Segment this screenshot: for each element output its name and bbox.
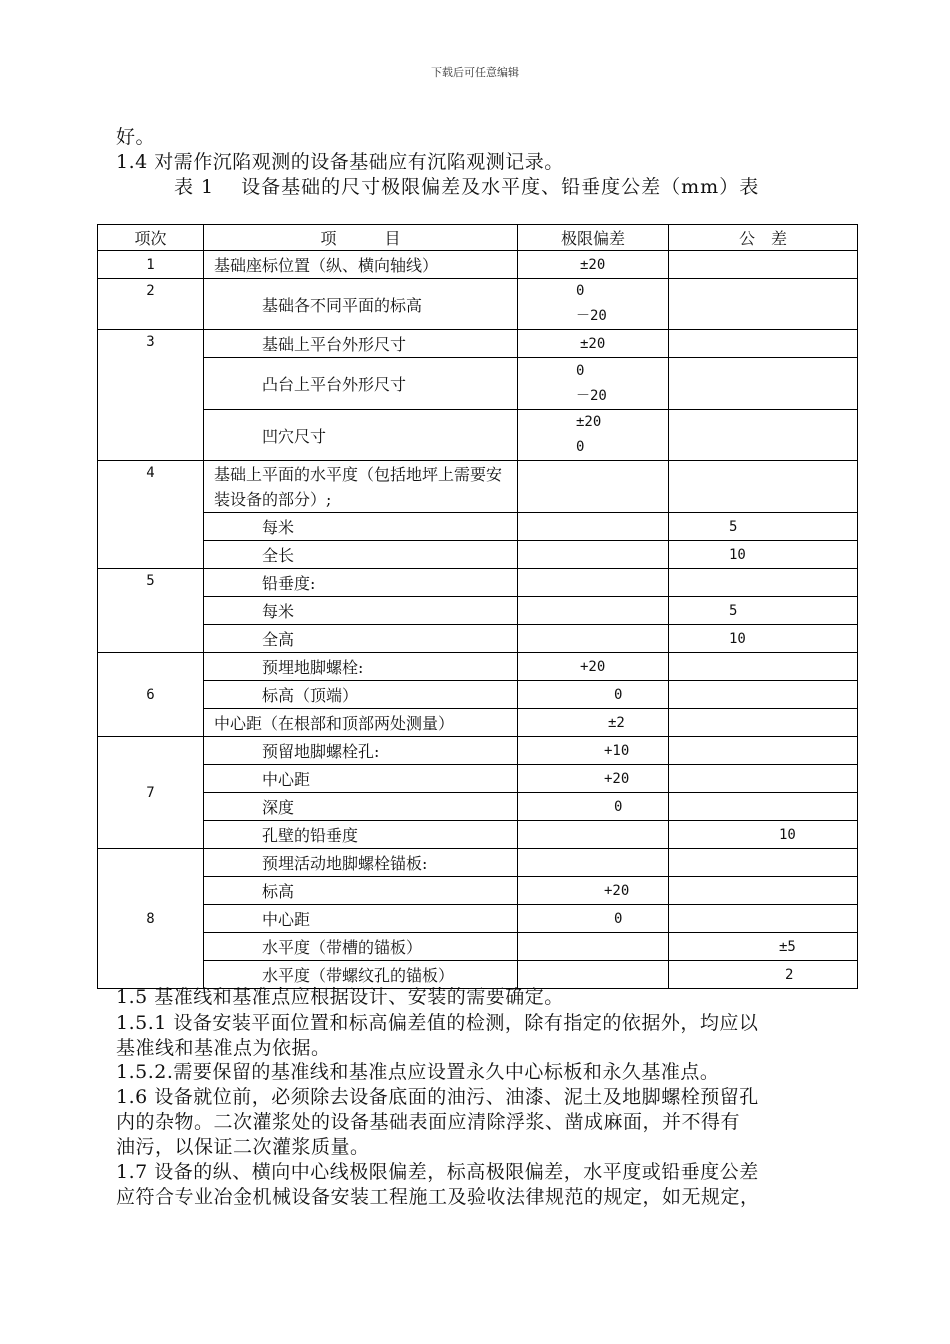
body-line: 1.6 设备就位前，必须除去设备底面的油污、油漆、泥土及地脚螺栓预留孔 [116,1086,759,1108]
table-row [98,569,858,597]
row-deviation [518,513,669,541]
row-deviation: 0 [518,905,669,933]
row-tolerance [669,905,858,933]
row-item: 基础上平面的水平度（包括地坪上需要安装设备的部分）; [204,461,518,513]
body-line: 内的杂物。二次灌浆处的设备基础表面应清除浮浆、凿成麻面，并不得有 [116,1111,741,1133]
row-item: 标高（顶端） [204,681,518,709]
row-deviation: ±2 [518,709,669,737]
row-item: 凹穴尺寸 [204,410,518,461]
deviation-lower: －20 [576,308,607,324]
row-tolerance [669,461,858,513]
row-item: 预埋地脚螺栓: [204,653,518,681]
header-tolerance: 公 差 [669,225,858,251]
table-row [98,358,858,410]
table-row [98,793,858,821]
table-row [98,330,858,358]
row-item: 水平度（带螺纹孔的锚板） [204,961,518,989]
table-row [98,821,858,849]
row-no: 4 [98,461,204,569]
table-row [98,933,858,961]
row-tolerance [669,793,858,821]
row-item: 全高 [204,625,518,653]
row-deviation [518,849,669,877]
row-deviation [518,625,669,653]
row-item: 孔壁的铅垂度 [204,821,518,849]
body-line: 油污，以保证二次灌浆质量。 [116,1136,370,1158]
body-line: 基准线和基准点为依据。 [116,1037,331,1059]
row-tolerance [669,877,858,905]
row-item: 水平度（带槽的锚板） [204,933,518,961]
row-tolerance [669,330,858,358]
body-line: 1.7 设备的纵、横向中心线极限偏差，标高极限偏差，水平度或铅垂度公差 [116,1161,759,1183]
row-item: 凸台上平台外形尺寸 [204,358,518,410]
header-no: 项次 [98,225,204,251]
table-row [98,849,858,877]
row-deviation: +20 [518,653,669,681]
table-row [98,410,858,461]
table-row [98,251,858,279]
table-row [98,461,858,513]
row-deviation: 0 [518,793,669,821]
row-deviation [518,569,669,597]
table-row [98,765,858,793]
row-deviation: +20 [518,765,669,793]
row-tolerance [669,849,858,877]
row-item: 基础各不同平面的标高 [204,279,518,330]
row-deviation: 0 [518,681,669,709]
row-item: 每米 [204,513,518,541]
row-tolerance: 5 [669,597,858,625]
table-row [98,513,858,541]
table-row [98,905,858,933]
row-item: 中心距（在根部和顶部两处测量） [204,709,518,737]
row-no: 2 [98,279,204,330]
row-deviation [518,279,669,330]
tolerance-table [97,224,858,989]
row-deviation [518,358,669,410]
table-row [98,681,858,709]
row-tolerance [669,358,858,410]
row-tolerance [669,709,858,737]
row-item: 标高 [204,877,518,905]
row-tolerance [669,681,858,709]
row-item: 每米 [204,597,518,625]
row-deviation [518,961,669,989]
table-row [98,737,858,765]
row-item: 深度 [204,793,518,821]
row-tolerance: 10 [669,541,858,569]
row-tolerance: 10 [669,821,858,849]
row-item: 预留地脚螺栓孔: [204,737,518,765]
body-line: 1.5.2.需要保留的基准线和基准点应设置永久中心标板和永久基准点。 [116,1061,720,1083]
row-no: 5 [98,569,204,653]
row-no: 7 [98,737,204,849]
table-row [98,653,858,681]
row-item: 基础座标位置（纵、横向轴线） [204,251,518,279]
row-tolerance [669,737,858,765]
body-line: 应符合专业冶金机械设备安装工程施工及验收法律规范的规定，如无规定， [116,1186,760,1208]
deviation-lower: －20 [576,387,607,404]
row-tolerance [669,251,858,279]
row-deviation: +10 [518,737,669,765]
table-caption: 表 1 设备基础的尺寸极限偏差及水平度、铅垂度公差（mm）表 [174,176,760,198]
table-header-row [98,225,858,251]
row-tolerance: 5 [669,513,858,541]
intro-line-2: 1.4 对需作沉陷观测的设备基础应有沉陷观测记录。 [116,151,564,173]
deviation-lower: 0 [576,439,585,455]
table-row [98,709,858,737]
row-deviation [518,410,669,461]
page-header: 下载后可任意编辑 [431,66,519,79]
row-deviation [518,933,669,961]
table-row [98,541,858,569]
row-deviation: ±20 [518,330,669,358]
row-tolerance: ±5 [669,933,858,961]
deviation-upper: 0 [576,362,585,379]
intro-line-1: 好。 [116,126,156,148]
table-row [98,877,858,905]
row-deviation [518,821,669,849]
row-deviation [518,461,669,513]
table-row [98,279,858,330]
row-tolerance [669,410,858,461]
row-no: 1 [98,251,204,279]
row-tolerance: 10 [669,625,858,653]
table-row [98,625,858,653]
row-no: 3 [98,330,204,461]
row-tolerance [669,279,858,330]
row-item: 全长 [204,541,518,569]
body-line: 1.5 基准线和基准点应根据设计、安装的需要确定。 [116,986,564,1008]
row-deviation [518,597,669,625]
row-deviation: ±20 [518,251,669,279]
header-item: 项 目 [204,225,518,251]
row-no: 6 [98,653,204,737]
body-line: 1.5.1 设备安装平面位置和标高偏差值的检测，除有指定的依据外，均应以 [116,1012,759,1034]
table-row [98,597,858,625]
row-deviation [518,541,669,569]
deviation-upper: ±20 [576,414,602,430]
header-deviation: 极限偏差 [518,225,669,251]
row-no: 8 [98,849,204,989]
row-tolerance [669,653,858,681]
row-item: 预埋活动地脚螺栓锚板: [204,849,518,877]
row-deviation: +20 [518,877,669,905]
row-tolerance [669,765,858,793]
row-item: 中心距 [204,905,518,933]
row-item: 中心距 [204,765,518,793]
deviation-upper: 0 [576,283,585,299]
row-tolerance: 2 [669,961,858,989]
row-item: 基础上平台外形尺寸 [204,330,518,358]
table-row [98,961,858,989]
row-item: 铅垂度: [204,569,518,597]
row-tolerance [669,569,858,597]
